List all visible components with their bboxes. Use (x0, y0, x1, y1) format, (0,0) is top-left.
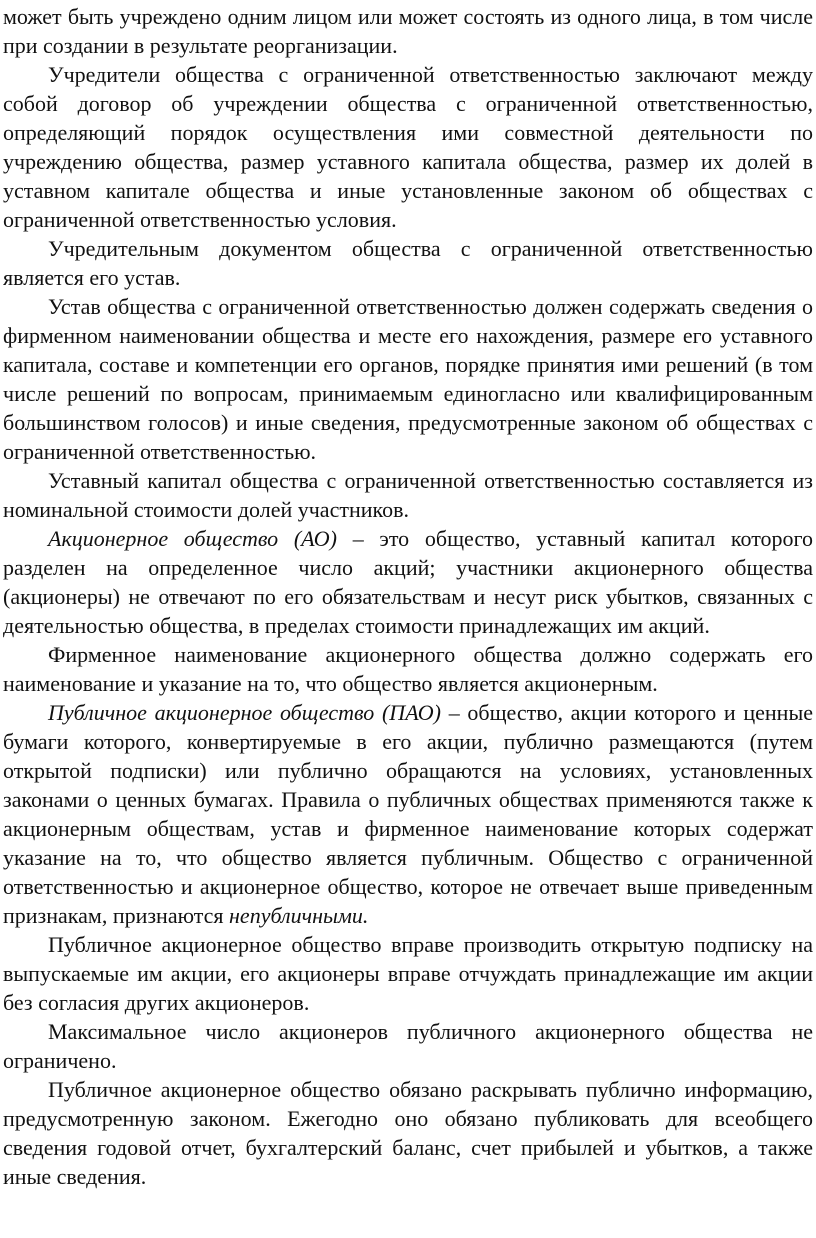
paragraph-charter-contents: Устав общества с ограниченной ответственностью должен содержать сведения о фирменном наименовании общества и месте его нахождения, размере его уставного капитала, составе и компетенции его органов, порядке принятия ими решений (в том числе решений по вопросам, принимаемым единогласно или квалифицированным большинством голосов) и иные сведения, предусмотренные законом об обществах с ограниченной ответственностью. (3, 294, 813, 464)
paragraph-founders-agreement: Учредители общества с ограниченной ответственностью заключают между собой договор об учреждении общества с ограниченной ответственностью, определяющий порядок осуществления ими совместной деятельности по учреждению общества, размер уставного капитала общества, размер их долей в уставном капитале общества и иные установленные законом об обществах с ограниченной ответственностью условия. (3, 62, 813, 232)
paragraph-continuation: может быть учреждено одним лицом или может состоять из одного лица, в том числе при создании в результате реорганизации. (3, 4, 813, 58)
definition-pao: – общество, акции которого и ценные бумаги которого, конвертируемые в его акции, публично размещаются (путем открытой подписки) или публично обращаются на условиях, установленных законами о ценных бумагах. Правила о публичных обществах применяются также к акционерным обществам, устав и фирменное наименование которых содержат указание на то, что общество является публичным. Общество с ограниченной ответственностью и акционерное общество, которое не отвечает выше приведенным признакам, признаются (3, 700, 813, 928)
paragraph-public-joint-stock-definition (3, 698, 813, 930)
paragraph-open-subscription: Публичное акционерное общество вправе производить открытую подписку на выпускаемые им акции, его акционеры вправе отчуждать принадлежащие им акции без согласия других акционеров. (3, 932, 813, 1015)
paragraph-charter-capital: Уставный капитал общества с ограниченной ответственностью составляется из номинальной стоимости долей участников. (3, 468, 813, 522)
term-non-public: непубличными. (229, 903, 369, 928)
paragraph-disclosure: Публичное акционерное общество обязано раскрывать публично информацию, предусмотренную законом. Ежегодно оно обязано публиковать для всеобщего сведения годовой отчет, бухгалтерский баланс, счет прибылей и убытков, а также иные сведения. (3, 1077, 813, 1189)
term-pao: Публичное акционерное общество (ПАО) (48, 700, 442, 725)
paragraph-founding-document: Учредительным документом общества с ограниченной ответственностью является его устав. (3, 236, 813, 290)
paragraph-max-shareholders: Максимальное число акционеров публичного акционерного общества не ограничено. (3, 1019, 813, 1073)
paragraph-company-name: Фирменное наименование акционерного общества должно содержать его наименование и указание на то, что общество является акционерным. (3, 642, 813, 696)
term-ao: Акционерное общество (АО) (48, 526, 337, 551)
paragraph-joint-stock-definition (3, 524, 813, 640)
definition-ao: – это общество, уставный капитал которого разделен на определенное число акций; участники акционерного общества (акционеры) не отвечают по его обязательствам и несут риск убытков, связанных с деятельностью общества, в пределах стоимости принадлежащих им акций. (3, 526, 814, 638)
